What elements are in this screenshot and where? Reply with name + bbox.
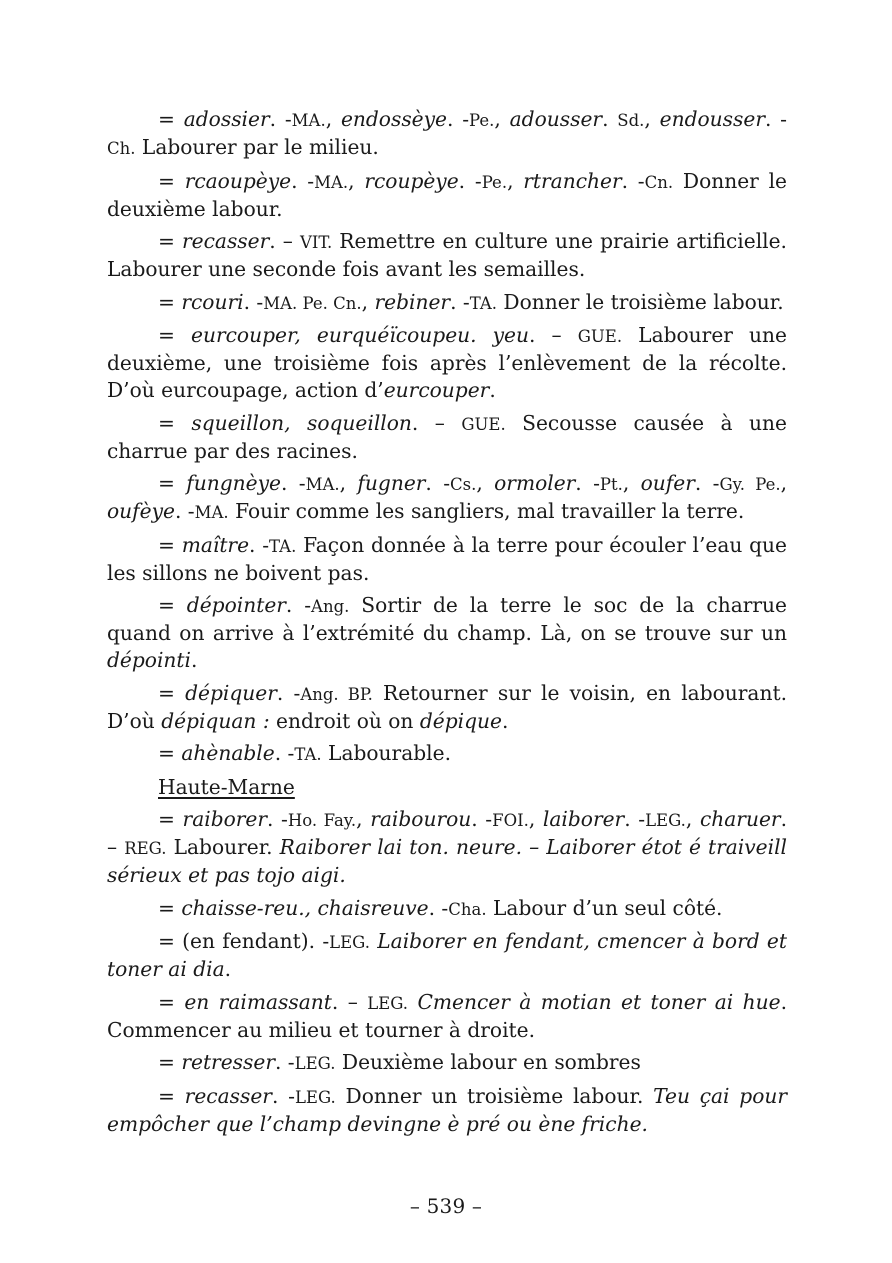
- dictionary-entry-depointer: [107, 592, 787, 674]
- entry-term: fungnèye: [186, 471, 281, 495]
- entry-term: eurcouper: [383, 378, 490, 402]
- entry-term: dépiquan :: [161, 708, 270, 733]
- entry-term: rcaoupèye: [184, 168, 292, 193]
- source-abbreviation: LEG.: [294, 1087, 336, 1107]
- entry-text: =: [158, 1050, 182, 1074]
- entry-text: . -: [446, 107, 470, 131]
- dictionary-entry-ahenable: [107, 740, 787, 768]
- entry-text: . –: [269, 229, 300, 253]
- entry-text: ,: [507, 168, 524, 193]
- entry-text: =: [158, 741, 182, 765]
- source-abbreviation: FOI.: [492, 811, 529, 830]
- entry-text: . –: [411, 410, 462, 435]
- entry-text: =: [158, 989, 185, 1014]
- entry-text: Sortir de la terre le soc de la charrue quand on arrive à l’extrémité du champ. Là, on se trouve sur un: [107, 593, 787, 645]
- entry-text: ,: [644, 107, 660, 131]
- entry-text: . -: [267, 807, 288, 831]
- entry-term: Laiborer en fendant, cmencer à bord et toner ai dia: [107, 929, 787, 981]
- source-abbreviation: Cn.: [644, 172, 674, 192]
- entry-text: .: [190, 648, 198, 672]
- entry-text: .: [501, 708, 509, 733]
- entry-term: adousser: [509, 107, 603, 131]
- entry-text: =: [158, 323, 192, 347]
- entry-term: recasser: [182, 229, 270, 253]
- source-abbreviation: TA.: [269, 536, 297, 556]
- source-abbreviation: Ch.: [107, 139, 136, 158]
- source-abbreviation: Cha.: [448, 899, 487, 919]
- entry-term: raibourou: [370, 807, 472, 831]
- dictionary-entry-recasser-vit: [107, 228, 787, 283]
- source-abbreviation: Cs.: [450, 475, 477, 494]
- entry-text: ,: [356, 807, 371, 831]
- entry-term: ormoler: [494, 471, 576, 495]
- source-abbreviation: Pt.: [599, 475, 623, 494]
- entry-term: maître: [181, 532, 250, 557]
- entry-term: Raiborer lai ton. neure. – Laiborer étot é traiveill sérieux et pas tojo aigi.: [107, 835, 787, 887]
- entry-text: Labourer.: [166, 835, 280, 859]
- entry-text: Fouir comme les sangliers, mal travailler la terre.: [228, 499, 745, 523]
- source-abbreviation: LEG.: [329, 933, 370, 952]
- entry-text: Labour d’un seul côté.: [486, 895, 723, 920]
- entry-term: oufèye: [107, 499, 175, 523]
- entry-text: . –: [107, 807, 787, 859]
- entry-text: =: [158, 532, 182, 557]
- source-abbreviation: LEG.: [367, 993, 409, 1013]
- entry-text: . -: [425, 471, 451, 495]
- entry-text: ,: [339, 471, 358, 495]
- entry-term: retresser: [181, 1050, 275, 1074]
- dictionary-entry-rcaoupeye: [107, 168, 787, 223]
- entry-text: . -: [575, 471, 600, 495]
- entry-term: rebiner: [374, 289, 451, 314]
- source-abbreviation: VIT.: [299, 233, 333, 252]
- dictionary-entry-fungneye: [107, 470, 787, 526]
- entry-text: =: [158, 289, 182, 314]
- entry-text: . -: [694, 471, 720, 495]
- entry-text: . -: [471, 807, 493, 831]
- dictionary-entry-en-fendant: [107, 928, 787, 983]
- source-abbreviation: Ho. Fay.: [287, 811, 357, 830]
- entry-text: . -: [285, 593, 312, 617]
- entry-text: . -: [276, 680, 301, 705]
- entry-text: . -: [274, 1050, 295, 1074]
- source-abbreviation: REG.: [124, 839, 167, 858]
- source-abbreviation: GUE.: [577, 327, 623, 346]
- dictionary-entry-recasser-leg: [107, 1083, 787, 1138]
- entry-term: rtrancher: [523, 168, 622, 193]
- entry-term: laiborer: [542, 807, 625, 831]
- entry-text: ,: [325, 107, 341, 131]
- entry-term: eurcouper, eurquéïcoupeu. yeu: [191, 323, 529, 347]
- source-abbreviation: Sd.: [617, 111, 645, 130]
- dictionary-entry-raiborer: [107, 806, 787, 889]
- section-heading: [107, 774, 787, 801]
- source-abbreviation: LEG.: [294, 1054, 336, 1073]
- entry-text: . -: [271, 1083, 295, 1108]
- entry-text: . -: [243, 289, 264, 314]
- entry-term: recasser: [184, 1083, 272, 1108]
- dictionary-entry-en-raimassant: [107, 989, 787, 1044]
- source-abbreviation: Pe.: [481, 172, 508, 192]
- source-abbreviation: MA. Pe. Cn.: [263, 293, 362, 313]
- entry-term: dépiquer: [185, 680, 277, 705]
- source-abbreviation: GUE.: [461, 414, 506, 434]
- entry-text: ,: [780, 471, 788, 495]
- entry-term: adossier: [183, 107, 270, 131]
- entry-text: ,: [476, 471, 495, 495]
- entry-term: ahènable: [181, 741, 275, 765]
- entry-term: chaisse-reu., chaisreuve: [181, 895, 429, 920]
- entry-term: dépique: [419, 708, 502, 733]
- entry-text: . -: [269, 107, 292, 131]
- entry-text: .: [602, 107, 618, 131]
- source-abbreviation: Ang. BP.: [300, 684, 373, 704]
- entry-text: . -: [428, 895, 449, 920]
- entry-text: Donner le deuxième labour.: [107, 168, 788, 221]
- entry-text: Remettre en culture une prairie artificielle. Labourer une seconde fois avant les semailles.: [107, 229, 787, 281]
- page-body: [107, 106, 787, 1143]
- entry-text: Labourable.: [321, 741, 451, 765]
- entry-text: Donner un troisième labour.: [335, 1083, 654, 1108]
- dictionary-entry-eurcouper: [107, 322, 787, 404]
- entry-text: Secousse causée à une charrue par des racines.: [107, 410, 787, 463]
- entry-text: . -: [291, 168, 315, 193]
- entry-text: . -: [280, 471, 306, 495]
- dictionary-entry-adossier: [107, 106, 787, 162]
- entry-text: ,: [361, 289, 375, 314]
- entry-term: oufer: [640, 471, 695, 495]
- source-abbreviation: MA.: [291, 111, 326, 130]
- dictionary-entry-depiquer: [107, 680, 787, 735]
- entry-text: ,: [685, 807, 700, 831]
- entry-term: rcouri: [181, 289, 244, 314]
- source-abbreviation: TA.: [469, 293, 497, 313]
- dictionary-entry-chaisse-reu: [107, 895, 787, 923]
- entry-text: Retourner sur le voisin, en labourant. D’où: [107, 680, 787, 733]
- source-abbreviation: Pe.: [469, 111, 495, 130]
- entry-text: . -: [450, 289, 470, 314]
- source-abbreviation: Ang.: [311, 597, 350, 616]
- entry-term: rcoupèye: [364, 168, 459, 193]
- entry-term: dépointi: [107, 648, 191, 672]
- entry-text: Labourer par le milieu.: [135, 135, 379, 159]
- entry-text: ,: [494, 107, 510, 131]
- entry-text: =: [158, 229, 182, 253]
- entry-text: =: [158, 168, 185, 193]
- entry-term: fugner: [357, 471, 426, 495]
- entry-term: raiborer: [182, 807, 268, 831]
- entry-term: endousser: [659, 107, 765, 131]
- entry-text: .: [489, 378, 496, 402]
- entry-text: . Commencer au milieu et tourner à droite.: [107, 989, 787, 1042]
- entry-term: Cmencer à motian et toner ai hue: [417, 989, 781, 1014]
- entry-text: Façon donnée à la terre pour écouler l’eau que les sillons ne boivent pas.: [107, 532, 787, 585]
- entry-text: Donner le troisième labour.: [496, 289, 784, 314]
- entry-text: ,: [528, 807, 543, 831]
- dictionary-entry-squeillon: [107, 410, 787, 465]
- page-number: – 539 –: [409, 1194, 483, 1218]
- entry-text: = (en fendant). -: [158, 929, 330, 953]
- entry-text: =: [158, 1083, 185, 1108]
- section-heading-text: Haute-Marne: [158, 774, 295, 799]
- dictionary-entry-retresser: [107, 1049, 787, 1077]
- entry-text: . -: [174, 499, 195, 523]
- entry-text: =: [158, 895, 182, 920]
- entry-term: Teu çai pour empôcher que l’champ devingne è pré ou ène friche.: [107, 1083, 787, 1136]
- entry-text: . –: [529, 323, 578, 347]
- entry-text: Deuxième labour en sombres: [335, 1050, 641, 1074]
- source-abbreviation: TA.: [294, 745, 322, 764]
- entry-text: . -: [764, 107, 788, 131]
- entry-text: =: [158, 807, 183, 831]
- entry-text: . -: [624, 807, 646, 831]
- entry-text: . -: [621, 168, 645, 193]
- entry-text: . -: [458, 168, 482, 193]
- entry-text: .: [224, 957, 232, 981]
- entry-term: squeillon, soqueillon: [191, 410, 412, 435]
- entry-term: dépointer: [186, 593, 286, 617]
- entry-text: =: [158, 593, 187, 617]
- entry-text: Labourer une deuxième, une troisième fois après l’enlèvement de la récolte. D’où eurcoupage, action d’: [107, 323, 787, 402]
- entry-text: endroit où on: [269, 708, 420, 733]
- entry-text: . -: [249, 532, 270, 557]
- entry-text: ,: [348, 168, 365, 193]
- entry-text: =: [158, 471, 187, 495]
- entry-text: =: [158, 410, 192, 435]
- entry-text: ,: [622, 471, 641, 495]
- entry-term: endossèye: [340, 107, 447, 131]
- entry-term: en raimassant: [184, 989, 332, 1014]
- entry-text: . -: [274, 741, 295, 765]
- source-abbreviation: Gy. Pe.: [719, 475, 781, 494]
- entry-term: charuer: [699, 807, 781, 831]
- dictionary-entry-rcouri: [107, 289, 787, 317]
- dictionary-entry-maitre: [107, 532, 787, 587]
- source-abbreviation: MA.: [305, 475, 340, 494]
- entry-text: . –: [331, 989, 368, 1014]
- source-abbreviation: MA.: [194, 503, 229, 522]
- source-abbreviation: LEG.: [645, 811, 686, 830]
- entry-text: =: [158, 680, 186, 705]
- source-abbreviation: MA.: [314, 172, 349, 192]
- entry-text: =: [158, 107, 184, 131]
